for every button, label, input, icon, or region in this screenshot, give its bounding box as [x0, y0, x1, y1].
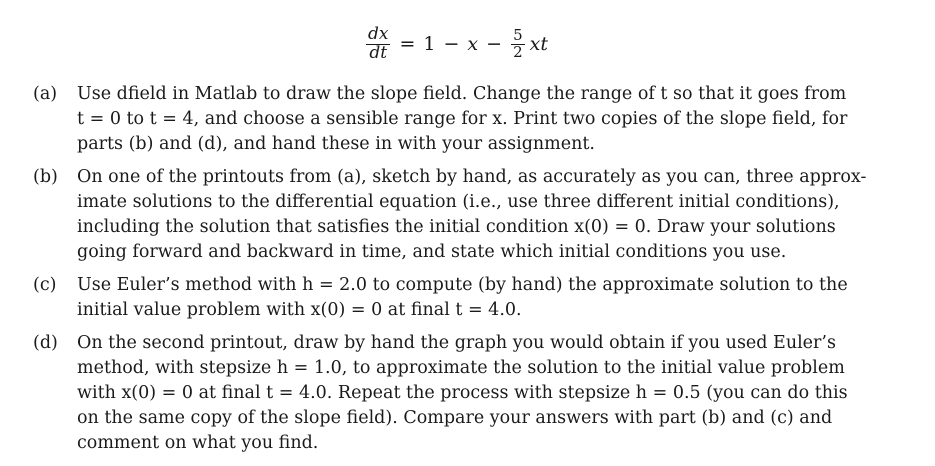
text-line: On one of the printouts from (a), sketch by hand, as accurately as you can, three approx-: [77, 167, 867, 187]
text-line: including the solution that satisfies the initial condition x(0) = 0. Draw your solutions: [77, 217, 836, 237]
part-text: [77, 331, 913, 456]
text-line: initial value problem with x(0) = 0 at final t = 4.0.: [77, 300, 522, 320]
coefficient-fraction: [511, 25, 525, 61]
text-line: parts (b) and (d), and hand these in with your assignment.: [77, 134, 595, 154]
text-line: imate solutions to the differential equation (i.e., use three different initial conditions),: [77, 192, 840, 212]
equals-sign: =: [399, 33, 416, 55]
text-line: Use dfield in Matlab to draw the slope field. Change the range of t so that it goes from: [77, 84, 847, 104]
part-d: [33, 331, 913, 456]
variable-x: x: [467, 33, 479, 55]
minus-sign-1: −: [443, 33, 460, 55]
text-line: Use Euler’s method with h = 2.0 to compute (by hand) the approximate solution to the: [77, 275, 848, 295]
text-line: On the second printout, draw by hand the graph you would obtain if you used Euler’s: [77, 333, 836, 353]
derivative-denominator: dt: [369, 42, 388, 63]
coefficient-numerator: 5: [513, 25, 523, 44]
text-line: with x(0) = 0 at final t = 4.0. Repeat the process with stepsize h = 0.5 (you can do this: [77, 383, 848, 403]
part-label: (b): [33, 167, 58, 187]
text-line: t = 0 to t = 4, and choose a sensible range for x. Print two copies of the slope field, for: [77, 109, 848, 129]
part-label: (a): [33, 84, 58, 104]
differential-equation: [363, 16, 550, 72]
text-line: method, with stepsize h = 1.0, to approximate the solution to the initial value problem: [77, 358, 845, 378]
problem-parts: [33, 82, 913, 464]
part-label: (c): [33, 275, 57, 295]
constant-one: 1: [423, 33, 436, 55]
text-line: comment on what you find.: [77, 433, 319, 453]
part-text: [77, 165, 913, 265]
derivative-numerator: dx: [368, 23, 389, 44]
text-line: on the same copy of the slope field). Compare your answers with part (b) and (c) and: [77, 408, 833, 428]
part-text: [77, 82, 913, 157]
part-b: [33, 165, 913, 265]
coefficient-denominator: 2: [513, 42, 523, 61]
minus-sign-2: −: [486, 33, 503, 55]
derivative-fraction: [366, 23, 390, 63]
part-c: [33, 273, 913, 323]
part-label: (d): [33, 333, 58, 353]
text-line: going forward and backward in time, and state which initial conditions you use.: [77, 242, 787, 262]
part-a: [33, 82, 913, 157]
part-text: [77, 273, 913, 323]
term-xt: xt: [529, 33, 548, 55]
